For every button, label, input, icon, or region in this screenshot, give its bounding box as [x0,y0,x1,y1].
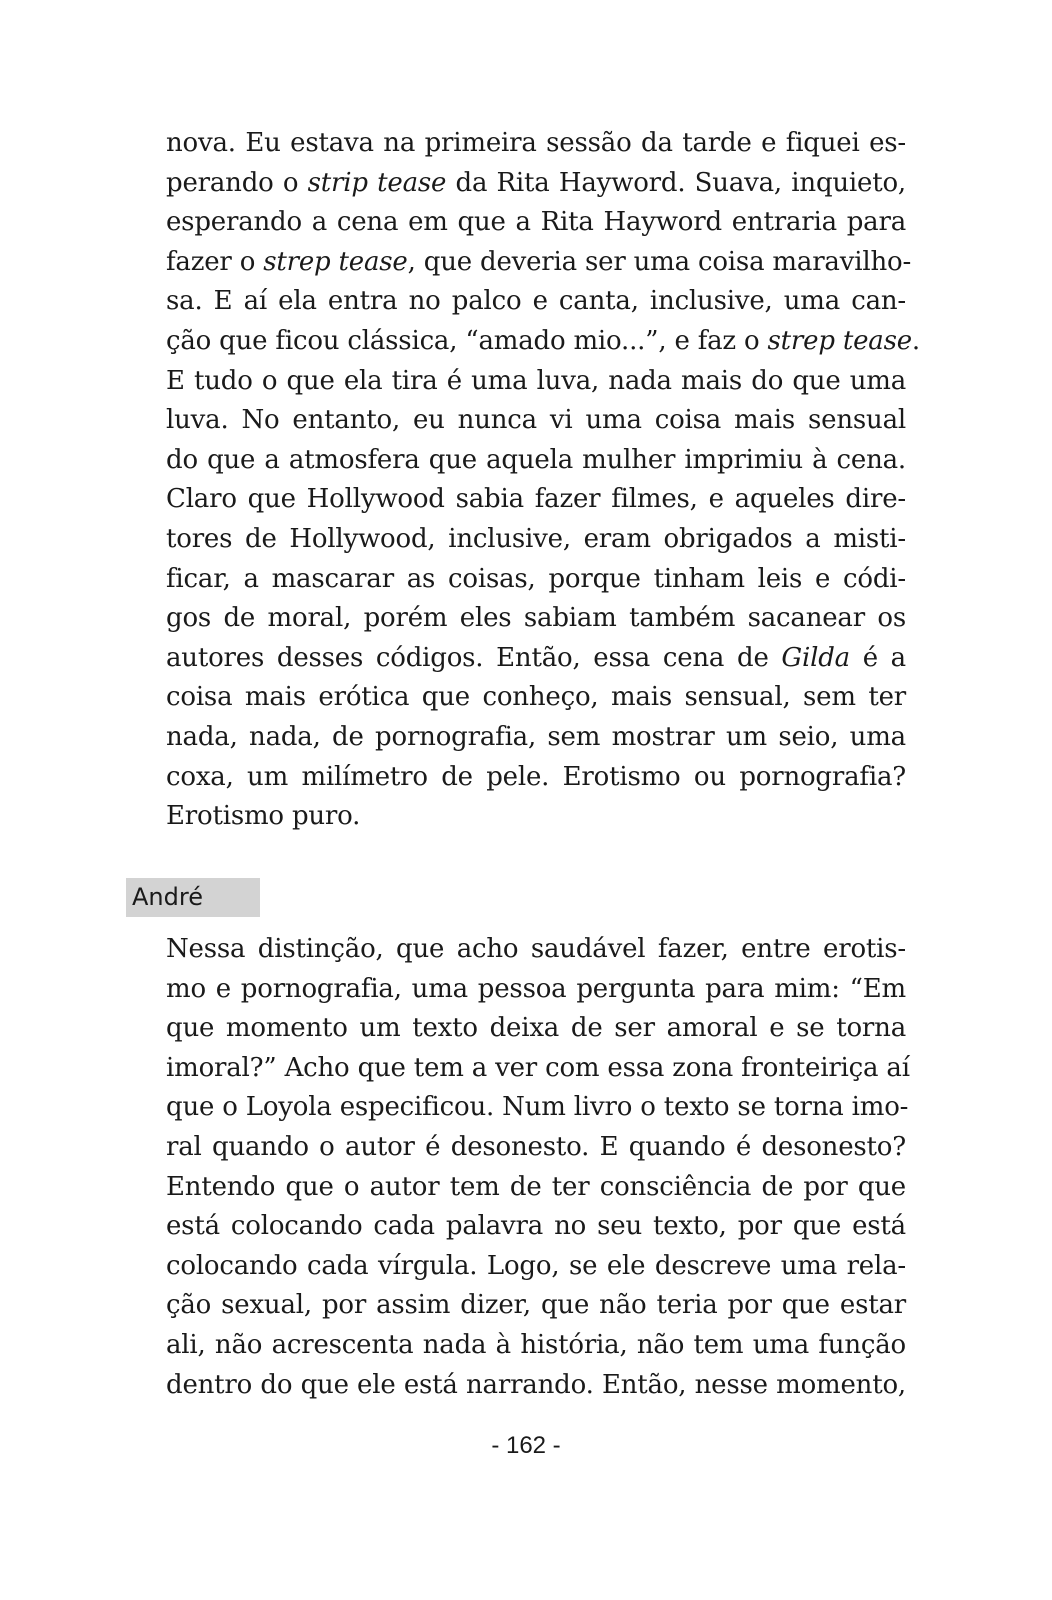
text-line: do que a atmosfera que aquela mulher imprimiu à cena. [166,444,906,475]
text-line: coxa, um milímetro de pele. Erotismo ou pornografia? [166,761,906,792]
page-number: - 162 - [491,1432,561,1459]
text-line: perando o strip tease da Rita Hayword. Suava, inquieto, [166,167,907,198]
text-line: nada, nada, de pornografia, sem mostrar um seio, uma [166,721,906,752]
text-line: fazer o strep tease, que deveria ser uma coisa maravilho- [166,246,912,277]
text-line: autores desses códigos. Então, essa cena de Gilda é a [166,642,906,673]
text-line: que o Loyola especificou. Num livro o texto se torna imo- [166,1092,909,1123]
text-line: mo e pornografia, uma pessoa pergunta para mim: “Em [166,973,906,1004]
text-line: ção sexual, por assim dizer, que não teria por que estar [166,1290,906,1321]
text-line: está colocando cada palavra no seu texto, por que está [166,1211,906,1242]
text-line: nova. Eu estava na primeira sessão da tarde e fiquei es- [166,128,906,158]
text-line: coisa mais erótica que conheço, mais sensual, sem ter [166,682,906,713]
text-line: E tudo o que ela tira é uma luva, nada mais do que uma [166,365,906,396]
text-line: ção que ficou clássica, “amado mio...”, e faz o strep tease. [166,325,920,356]
paragraph-2 [166,930,910,1405]
text-line: tores de Hollywood, inclusive, eram obrigados a misti- [166,523,906,554]
text-line: Nessa distinção, que acho saudável fazer, entre erotis- [166,934,906,964]
text-line: imoral?” Acho que tem a ver com essa zona fronteiriça aí [166,1052,910,1083]
text-line: luva. No entanto, eu nunca vi uma coisa mais sensual [166,405,906,436]
text-line: sa. E aí ela entra no palco e canta, inclusive, uma can- [166,286,906,317]
speaker-label: André [126,878,260,917]
text-line: ral quando o autor é desonesto. E quando é desonesto? [166,1131,906,1162]
text-line: dentro do que ele está narrando. Então, nesse momento, [166,1369,906,1400]
text-line: Claro que Hollywood sabia fazer filmes, e aqueles dire- [166,484,906,515]
text-line: ficar, a mascarar as coisas, porque tinham leis e códi- [166,563,906,594]
text-line: gos de moral, porém eles sabiam também sacanear os [166,603,906,634]
text-line: Entendo que o autor tem de ter consciência de por que [166,1171,906,1202]
text-line: que momento um texto deixa de ser amoral e se torna [166,1013,906,1044]
text-line: esperando a cena em que a Rita Hayword entraria para [166,207,906,238]
paragraph-1 [166,124,920,837]
text-line: ali, não acrescenta nada à história, não tem uma função [166,1329,906,1360]
text-line: Erotismo puro. [166,801,361,832]
text-line: colocando cada vírgula. Logo, se ele descreve uma rela- [166,1250,906,1281]
